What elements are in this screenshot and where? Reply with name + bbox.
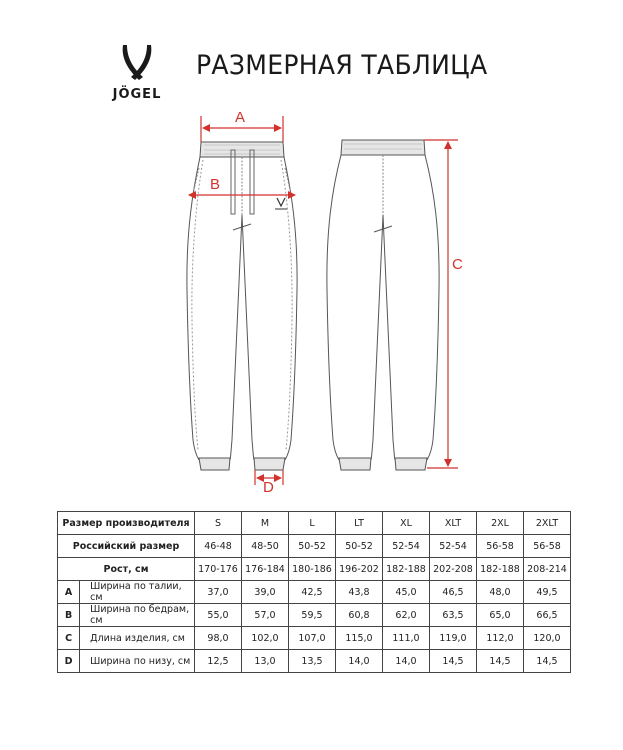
table-cell: 42,5 bbox=[289, 581, 336, 604]
size-cell: S bbox=[195, 512, 242, 535]
table-cell: 115,0 bbox=[336, 627, 383, 650]
size-cell: L bbox=[289, 512, 336, 535]
table-row-length bbox=[58, 627, 571, 650]
table-cell: 56-58 bbox=[524, 535, 571, 558]
table-row-manufacturer-size bbox=[58, 512, 571, 535]
garment-logo-icon bbox=[275, 198, 287, 209]
table-cell: 48-50 bbox=[242, 535, 289, 558]
table-cell: 52-54 bbox=[430, 535, 477, 558]
table-cell: 56-58 bbox=[477, 535, 524, 558]
table-cell: 202-208 bbox=[430, 558, 477, 581]
dimension-label-c: C bbox=[452, 256, 463, 273]
table-cell: 48,0 bbox=[477, 581, 524, 604]
row-label: Российский размер bbox=[58, 535, 195, 558]
table-cell: 46,5 bbox=[430, 581, 477, 604]
table-cell: 50-52 bbox=[336, 535, 383, 558]
measurement-letter: A bbox=[58, 581, 80, 604]
table-cell: 52-54 bbox=[383, 535, 430, 558]
table-cell: 196-202 bbox=[336, 558, 383, 581]
table-row-russian-size bbox=[58, 535, 571, 558]
table-cell: 13,5 bbox=[289, 650, 336, 673]
table-cell: 57,0 bbox=[242, 604, 289, 627]
table-cell: 60,8 bbox=[336, 604, 383, 627]
measurement-letter: C bbox=[58, 627, 80, 650]
row-label: Рост, см bbox=[58, 558, 195, 581]
table-cell: 65,0 bbox=[477, 604, 524, 627]
table-cell: 66,5 bbox=[524, 604, 571, 627]
size-cell: M bbox=[242, 512, 289, 535]
measurement-letter: D bbox=[58, 650, 80, 673]
measurement-label: Ширина по низу, см bbox=[80, 650, 195, 673]
table-cell: 170-176 bbox=[195, 558, 242, 581]
table-cell: 49,5 bbox=[524, 581, 571, 604]
table-cell: 62,0 bbox=[383, 604, 430, 627]
measurement-letter: B bbox=[58, 604, 80, 627]
table-cell: 119,0 bbox=[430, 627, 477, 650]
table-cell: 182-188 bbox=[477, 558, 524, 581]
table-cell: 14,0 bbox=[383, 650, 430, 673]
table-cell: 14,5 bbox=[477, 650, 524, 673]
table-cell: 50-52 bbox=[289, 535, 336, 558]
table-row-height bbox=[58, 558, 571, 581]
table-cell: 55,0 bbox=[195, 604, 242, 627]
table-cell: 37,0 bbox=[195, 581, 242, 604]
table-cell: 46-48 bbox=[195, 535, 242, 558]
table-cell: 45,0 bbox=[383, 581, 430, 604]
dimension-label-b: B bbox=[210, 176, 221, 193]
table-cell: 208-214 bbox=[524, 558, 571, 581]
table-row-waist-width bbox=[58, 581, 571, 604]
table-cell: 98,0 bbox=[195, 627, 242, 650]
measurement-label: Ширина по бедрам, см bbox=[80, 604, 195, 627]
page-title: РАЗМЕРНАЯ ТАБЛИЦА bbox=[196, 50, 488, 81]
table-cell: 59,5 bbox=[289, 604, 336, 627]
table-cell: 120,0 bbox=[524, 627, 571, 650]
table-cell: 13,0 bbox=[242, 650, 289, 673]
front-view bbox=[187, 142, 297, 470]
brand-name: JÖGEL bbox=[112, 87, 162, 102]
table-cell: 14,5 bbox=[430, 650, 477, 673]
dimension-label-a: A bbox=[235, 109, 246, 126]
table-cell: 112,0 bbox=[477, 627, 524, 650]
size-cell: XL bbox=[383, 512, 430, 535]
table-cell: 39,0 bbox=[242, 581, 289, 604]
table-cell: 111,0 bbox=[383, 627, 430, 650]
size-table bbox=[57, 511, 571, 673]
table-row-hip-width bbox=[58, 604, 571, 627]
size-cell: XLT bbox=[430, 512, 477, 535]
table-cell: 63,5 bbox=[430, 604, 477, 627]
table-cell: 176-184 bbox=[242, 558, 289, 581]
row-label: Размер производителя bbox=[58, 512, 195, 535]
table-cell: 14,0 bbox=[336, 650, 383, 673]
table-row-hem-width bbox=[58, 650, 571, 673]
size-cell: LT bbox=[336, 512, 383, 535]
dimension-label-d: D bbox=[263, 479, 274, 496]
table-cell: 43,8 bbox=[336, 581, 383, 604]
dimension-lines bbox=[189, 116, 458, 485]
table-cell: 107,0 bbox=[289, 627, 336, 650]
measurement-label: Ширина по талии, см bbox=[80, 581, 195, 604]
table-cell: 180-186 bbox=[289, 558, 336, 581]
measurement-label: Длина изделия, см bbox=[80, 627, 195, 650]
back-view bbox=[327, 140, 439, 470]
table-cell: 102,0 bbox=[242, 627, 289, 650]
table-cell: 14,5 bbox=[524, 650, 571, 673]
size-cell: 2XL bbox=[477, 512, 524, 535]
size-cell: 2XLT bbox=[524, 512, 571, 535]
table-cell: 182-188 bbox=[383, 558, 430, 581]
table-cell: 12,5 bbox=[195, 650, 242, 673]
